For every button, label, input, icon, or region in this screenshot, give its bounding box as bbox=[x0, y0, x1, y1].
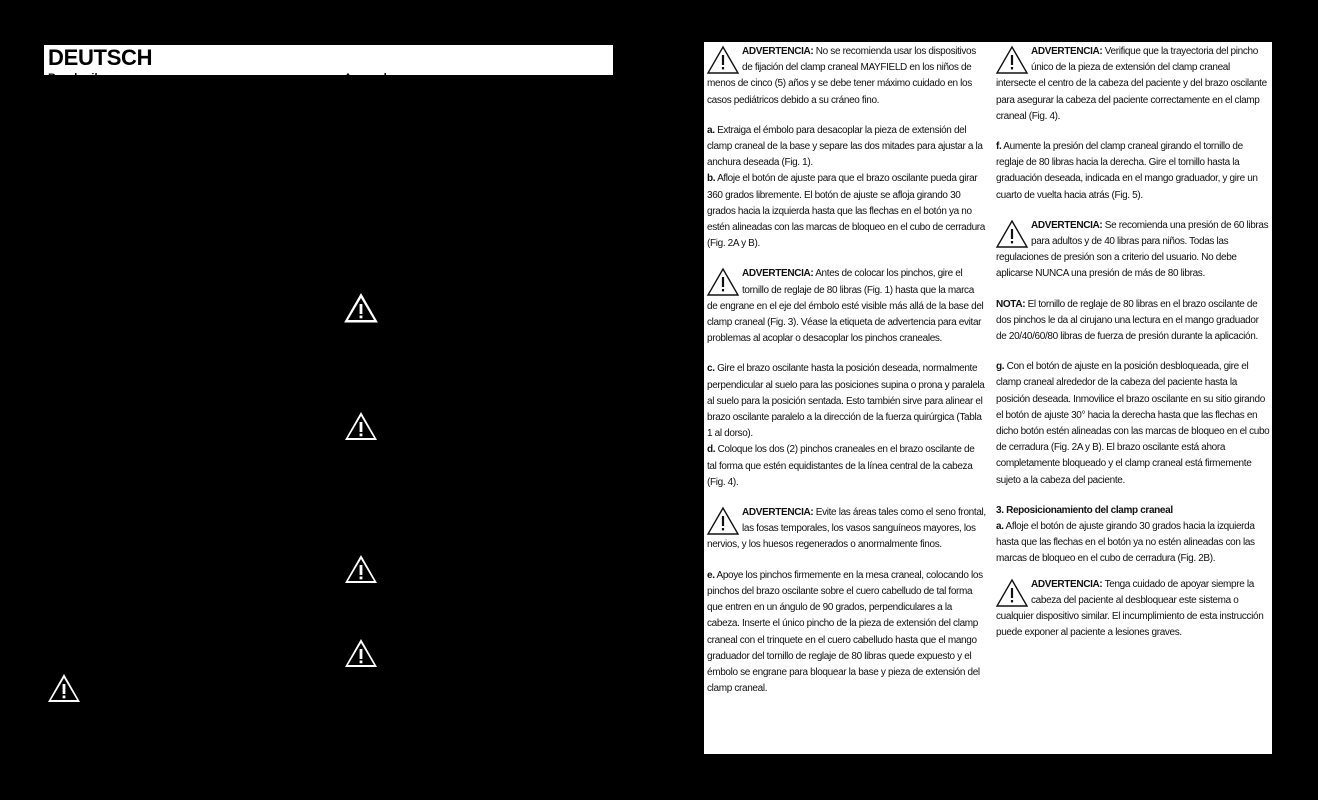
step-paragraph bbox=[707, 442, 986, 491]
step-text: Afloje el botón de ajuste para que el brazo oscilante pueda girar 360 grados libremente. El botón de ajuste se afloja girando 30 grados hacia la izquierda hasta que las flechas en el botón ya no estén alineadas con las marcas de bloqueo en el cubo de cerradura (Fig. 2A y B). bbox=[707, 173, 986, 250]
warning-label: ADVERTENCIA: bbox=[742, 268, 814, 280]
section-paragraph bbox=[996, 503, 1270, 568]
warning-triangle-icon bbox=[343, 292, 379, 324]
warning-paragraph bbox=[996, 44, 1270, 125]
warning-paragraph bbox=[707, 44, 986, 109]
step-paragraph bbox=[996, 139, 1270, 204]
warning-text: Se recomienda una presión de 60 libras para adultos y de 40 libras para niños. Todas las regulaciones de presión son a criterio del usuario. No debe aplicarse NUNCA una presión de más de 80 libras. bbox=[996, 219, 1269, 280]
text-column-right bbox=[996, 44, 1270, 656]
section-heading: 3. Reposicionamiento del clamp craneal bbox=[996, 504, 1173, 516]
warning-triangle-icon bbox=[995, 578, 1029, 608]
warning-text: Verifique que la trayectoria del pincho único de la pieza de extensión del clamp craneal intersecte el centro de la cabeza del paciente y del brazo oscilante para asegurar la cabeza del paciente correctamente en el clamp craneal (Fig. 4). bbox=[996, 46, 1267, 122]
warning-triangle-icon bbox=[706, 45, 740, 75]
warning-text: Antes de colocar los pinchos, gire el tornillo de reglaje de 80 libras (Fig. 1) hasta que la marca de engrane en el eje del émbolo esté visible más allá de la base del clamp craneal (Fig. 3). Véase la etiqueta de advertencia para evitar problemas al acoplar o desacoplar los pinchos craneales. bbox=[707, 268, 984, 345]
step-paragraph bbox=[707, 123, 986, 172]
warning-paragraph bbox=[996, 577, 1270, 642]
warning-text: No se recomienda usar los dispositivos de fijación del clamp craneal MAYFIELD en los niños de menos de cinco (5) años y se debe tener máximo cuidado en los casos pediátricos debido a su cráneo fino. bbox=[707, 46, 976, 106]
step-label: b. bbox=[707, 173, 716, 185]
text-column-left bbox=[707, 44, 986, 711]
step-text: Gire el brazo oscilante hasta la posición deseada, normalmente perpendicular al suelo para las posiciones supina o prona y paralela al suelo para la posición sentada. Esto también sirve para alinear el brazo oscilante paralelo a la dirección de la fuerza quirúrgica (Tabla 1 al dorso). bbox=[707, 363, 985, 440]
warning-label: ADVERTENCIA: bbox=[742, 46, 814, 57]
step-text: Extraiga el émbolo para desacoplar la pieza de extensión del clamp craneal de la base y separe las dos mitades para ajustar a la anchura deseada (Fig. 1). bbox=[707, 124, 983, 169]
warning-text: Evite las áreas tales como el seno frontal, las fosas temporales, los vasos sanguíneos mayores, los nervios, y los huesos regenerados o anormalmente finos. bbox=[707, 507, 986, 551]
warning-triangle-icon bbox=[995, 219, 1029, 249]
step-paragraph bbox=[707, 361, 986, 442]
warning-paragraph bbox=[707, 505, 986, 554]
warning-triangle-icon bbox=[995, 45, 1029, 75]
step-label: d. bbox=[707, 444, 716, 456]
warning-paragraph bbox=[707, 266, 986, 347]
step-text: Afloje el botón de ajuste girando 30 grados hacia la izquierda hasta que las flechas en el botón ya no estén alineadas con las marcas de bloqueo en el cubo de cerradura (Fig. 2B). bbox=[996, 521, 1255, 565]
subheading-application: Anwendung bbox=[344, 72, 407, 84]
note-paragraph bbox=[996, 297, 1270, 346]
step-label: c. bbox=[707, 363, 715, 375]
warning-label: ADVERTENCIA: bbox=[1031, 219, 1103, 231]
note-text: El tornillo de reglaje de 80 libras en el brazo oscilante de dos pinchos le da al cirujano una lectura en el mango graduador de 20/40/60/80 libras de fuerza de presión durante la aplicación. bbox=[996, 298, 1259, 343]
spanish-instructions-page bbox=[704, 42, 1272, 754]
step-label: f. bbox=[996, 141, 1002, 153]
warning-triangle-icon bbox=[343, 410, 379, 442]
warning-triangle-icon bbox=[343, 553, 379, 585]
warning-label: ADVERTENCIA: bbox=[742, 507, 814, 519]
warning-triangle-icon bbox=[46, 672, 82, 704]
warning-label: ADVERTENCIA: bbox=[1031, 578, 1103, 590]
page-title: DEUTSCH bbox=[48, 45, 153, 70]
note-label: NOTA: bbox=[996, 298, 1026, 310]
warning-triangle-icon bbox=[706, 506, 740, 536]
warning-label: ADVERTENCIA: bbox=[1031, 46, 1103, 57]
step-label: a. bbox=[707, 124, 715, 136]
step-text: Aumente la presión del clamp craneal girando el tornillo de reglaje de 80 libras hacia la derecha. Gire el tornillo hasta la graduación deseada, indicada en el mango graduador, y gire un cuarto de vuelta hacia atrás (Fig. 5). bbox=[996, 141, 1258, 201]
left-page-header bbox=[44, 45, 613, 84]
step-paragraph bbox=[996, 359, 1270, 489]
step-text: Coloque los dos (2) pinchos craneales en el brazo oscilante de tal forma que estén equidistantes de la línea central de la cabeza (Fig. 4). bbox=[707, 444, 975, 488]
step-label: e. bbox=[707, 569, 715, 581]
warning-triangle-icon bbox=[343, 637, 379, 669]
step-paragraph bbox=[707, 568, 986, 698]
step-text: Con el botón de ajuste en la posición desbloqueada, gire el clamp craneal alrededor de la cabeza del paciente hasta la posición deseada. Inmovilice el brazo oscilante en su sitio girando el botón de ajuste 30° hacia la derecha hasta que las flechas en dicho botón estén alineadas con las marcas de bloqueo en el cubo de cerradura (Fig. 2A y B). El brazo oscilante está ahora completamente bloqueado y el clamp craneal está firmemente sujeto a la cabeza del paciente. bbox=[996, 361, 1270, 486]
step-paragraph bbox=[707, 171, 986, 252]
subheading-description: Beschreibung bbox=[48, 72, 122, 84]
step-label: a. bbox=[996, 521, 1004, 533]
step-label: g. bbox=[996, 361, 1005, 373]
step-text: Apoye los pinchos firmemente en la mesa craneal, colocando los pinchos del brazo oscilante sobre el cuero cabelludo de tal forma que entren en un ángulo de 90 grados, perpendiculares a la cabeza. Inserte el único pincho de la pieza de extensión del clamp craneal con el trinquete en el cuero cabelludo hasta que el mango graduador del tornillo de reglaje de 80 libras quede expuesto y el émbolo se engrane para bloquear la base y pieza de extensión del clamp craneal. bbox=[707, 569, 983, 695]
warning-triangle-icon bbox=[706, 267, 740, 297]
warning-paragraph bbox=[996, 218, 1270, 283]
warning-text: Tenga cuidado de apoyar siempre la cabeza del paciente al desbloquear este sistema o cualquier dispositivo similar. El incumplimiento de esta instrucción puede exponer al paciente a lesiones graves. bbox=[996, 578, 1264, 639]
